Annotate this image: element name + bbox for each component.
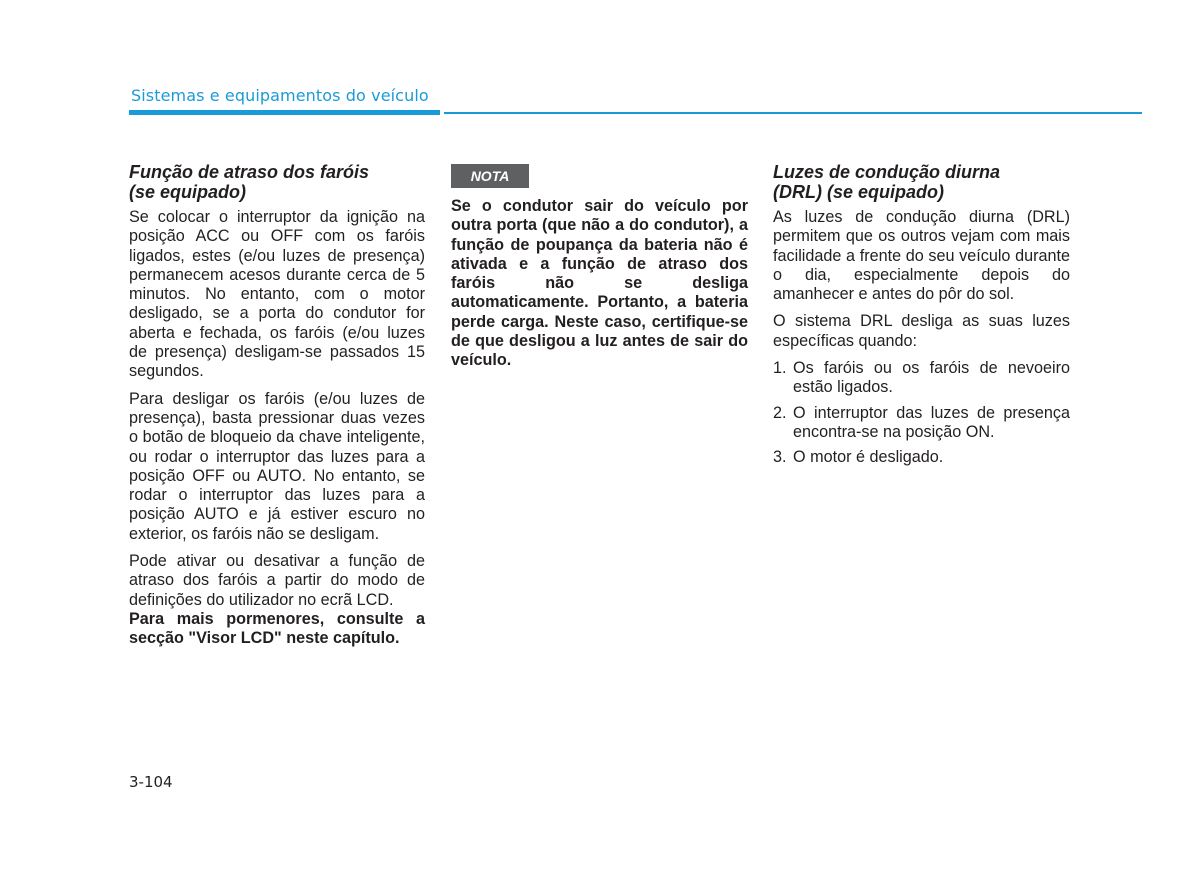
title-line-2: (DRL) (se equipado) <box>773 182 944 202</box>
section-header-title: Sistemas e equipamentos do veículo <box>131 86 429 105</box>
list-item-text: O interruptor das luzes de presença encontra-se na posição ON. <box>793 403 1070 441</box>
column-note <box>451 162 748 371</box>
list-item-number: 1. <box>773 359 787 378</box>
paragraph-1: Se colocar o interruptor da ignição na posição ACC ou OFF com os faróis ligados, estes (e/ou luzes de presença) permanecem acesos durante cerca de 5 minutos. No entanto, com o motor desligado, se a porta do condutor for aberta e fechada, os faróis (e/ou luzes de presença) desligam-se passados 15 segundos. <box>129 208 425 381</box>
section-title-drl <box>773 162 1070 202</box>
header-divider-thin <box>444 112 1142 114</box>
list-item <box>773 359 1070 398</box>
note-badge: NOTA <box>451 164 529 188</box>
column-headlight-delay <box>129 162 425 657</box>
list-item-text: O motor é desligado. <box>793 448 944 467</box>
column-drl <box>773 162 1070 474</box>
title-line-1: Função de atraso dos faróis <box>129 162 370 182</box>
list-item <box>773 448 1070 467</box>
title-line-2: (se equipado) <box>129 182 247 202</box>
header-divider-thick <box>129 110 440 115</box>
paragraph-1: As luzes de condução diurna (DRL) permitem que os outros vejam com mais facilidade a frente do seu veículo durante o dia, especialmente depois do amanhecer e antes do pôr do sol. <box>773 208 1070 304</box>
title-line-1: Luzes de condução diurna <box>773 162 1001 182</box>
drl-conditions-list <box>773 359 1070 467</box>
list-item-number: 2. <box>773 403 787 422</box>
paragraph-2: O sistema DRL desliga as suas luzes específicas quando: <box>773 312 1070 350</box>
list-item-number: 3. <box>773 448 787 467</box>
section-title-headlight-delay <box>129 162 425 202</box>
page-number: 3-104 <box>129 773 173 791</box>
note-text: Se o condutor sair do veículo por outra porta (que não a do condutor), a função de poupança da bateria não é ativada e a função de atraso dos faróis não se desliga automaticamente. Portanto, a bateria perde carga. Neste caso, certifique-se de que desligou a luz antes de sair do veículo. <box>451 197 748 370</box>
list-item-text: Os faróis ou os faróis de nevoeiro estão ligados. <box>793 359 1070 397</box>
paragraph-3: Pode ativar ou desativar a função de atraso dos faróis a partir do modo de definições do utilizador no ecrã LCD. <box>129 552 425 609</box>
paragraph-2: Para desligar os faróis (e/ou luzes de presença), basta pressionar duas vezes o botão de bloqueio da chave inteligente, ou rodar o interruptor das luzes para a posição OFF ou AUTO. No entanto, se rodar o interruptor das luzes para a posição AUTO e já estiver escuro no exterior, os faróis não se desligam. <box>129 389 425 543</box>
paragraph-3-bold-reference: Para mais pormenores, consulte a secção "Visor LCD" neste capítulo. <box>129 609 425 648</box>
list-item <box>773 404 1070 443</box>
